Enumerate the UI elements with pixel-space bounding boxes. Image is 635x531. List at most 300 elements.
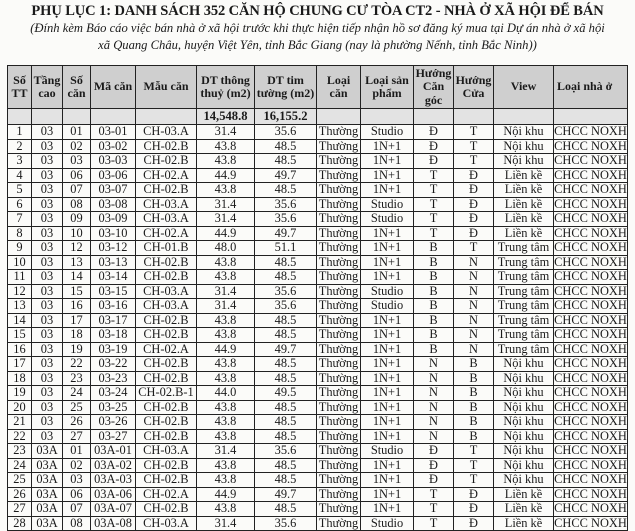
cell-tang-cao: 03	[32, 197, 63, 212]
cell-huong-can-goc: T	[414, 226, 454, 241]
cell-ma-can: 03-26	[91, 415, 136, 430]
cell-ma-can: 03-27	[91, 429, 136, 444]
cell-loai-san-pham: 1N+1	[361, 183, 414, 198]
cell-so-can: 03	[63, 473, 91, 488]
cell-loai-can: Thường	[317, 429, 361, 444]
table-row	[8, 299, 628, 314]
cell-ma-can: 03-13	[91, 255, 136, 270]
cell-loai-can: Thường	[317, 386, 361, 401]
column-header-tang-cao: Tầng cao	[32, 66, 63, 109]
table-row	[8, 444, 628, 459]
column-header-mau-can: Mẫu căn	[136, 66, 197, 109]
cell-mau-can: CH-02.B	[136, 183, 197, 198]
cell-dt-thong-thuy: 31.4	[197, 197, 255, 212]
document-subtitle	[0, 20, 635, 53]
cell-view: Nội khu	[494, 154, 554, 169]
cell-ma-can: 03-03	[91, 154, 136, 169]
cell-huong-cua: Đ	[454, 226, 494, 241]
cell-loai-can: Thường	[317, 183, 361, 198]
cell-huong-can-goc: N	[414, 371, 454, 386]
cell-loai-san-pham: 1N+1	[361, 226, 414, 241]
cell-loai-can: Thường	[317, 255, 361, 270]
total-dt-tim-tuong: 16,155.2	[255, 109, 317, 125]
cell-so-tt: 11	[8, 270, 32, 285]
cell-tang-cao: 03	[32, 183, 63, 198]
cell-view: Trung tâm	[494, 328, 554, 343]
cell-dt-tim-tuong: 49.7	[255, 487, 317, 502]
cell-dt-thong-thuy: 43.8	[197, 270, 255, 285]
cell-dt-thong-thuy: 44.9	[197, 226, 255, 241]
cell-so-can: 01	[63, 444, 91, 459]
cell-ma-can: 03A-06	[91, 487, 136, 502]
cell-loai-can: Thường	[317, 197, 361, 212]
cell-dt-tim-tuong: 35.6	[255, 197, 317, 212]
cell-so-tt: 6	[8, 197, 32, 212]
cell-tang-cao: 03	[32, 284, 63, 299]
cell-view: Nội khu	[494, 386, 554, 401]
cell-loai-san-pham: 1N+1	[361, 255, 414, 270]
cell-so-tt: 18	[8, 371, 32, 386]
cell-ma-can: 03-24	[91, 386, 136, 401]
cell-so-tt: 16	[8, 342, 32, 357]
cell-mau-can: CH-02.B	[136, 429, 197, 444]
cell-ma-can: 03-22	[91, 357, 136, 372]
cell-huong-cua: T	[454, 458, 494, 473]
cell-mau-can: CH-02.B	[136, 255, 197, 270]
cell-loai-nha-o: CHCC NOXH	[554, 501, 627, 515]
cell-dt-tim-tuong: 49.7	[255, 342, 317, 357]
cell-dt-tim-tuong: 48.5	[255, 415, 317, 430]
cell-huong-cua: N	[454, 270, 494, 285]
cell-mau-can: CH-02.B	[136, 154, 197, 169]
cell-loai-nha-o: CHCC NOXH	[554, 168, 627, 182]
cell-huong-cua: T	[454, 241, 494, 256]
cell-huong-can-goc: T	[414, 487, 454, 502]
cell-so-tt: 27	[8, 502, 32, 517]
cell-tang-cao: 03	[32, 270, 63, 285]
cell-so-can: 19	[63, 342, 91, 357]
cell-mau-can: CH-03.A	[136, 197, 197, 212]
cell-loai-san-pham: 1N+1	[361, 328, 414, 343]
cell-dt-thong-thuy: 43.8	[197, 458, 255, 473]
cell-dt-tim-tuong: 48.5	[255, 255, 317, 270]
cell-tang-cao: 03	[32, 371, 63, 386]
cell-loai-can: Thường	[317, 342, 361, 357]
cell-loai-nha-o: CHCC NOXH	[554, 313, 627, 327]
cell-mau-can: CH-02.B	[136, 473, 197, 488]
cell-huong-cua: Đ	[454, 168, 494, 183]
cell-tang-cao: 03A	[32, 502, 63, 517]
cell-dt-thong-thuy: 43.8	[197, 139, 255, 154]
cell-so-can: 13	[63, 255, 91, 270]
cell-loai-san-pham: 1N+1	[361, 313, 414, 328]
cell-so-tt: 10	[8, 255, 32, 270]
cell-tang-cao: 03	[32, 255, 63, 270]
cell-mau-can: CH-02.B	[136, 328, 197, 343]
cell-tang-cao: 03	[32, 386, 63, 401]
cell-ma-can: 03-07	[91, 183, 136, 198]
table-row	[8, 371, 628, 386]
cell-loai-san-pham: 1N+1	[361, 139, 414, 154]
cell-huong-cua: N	[454, 284, 494, 299]
cell-loai-san-pham: 1N+1	[361, 415, 414, 430]
cell-tang-cao: 03A	[32, 444, 63, 459]
cell-loai-can: Thường	[317, 328, 361, 343]
cell-loai-san-pham: Studio	[361, 299, 414, 314]
cell-dt-tim-tuong: 48.5	[255, 371, 317, 386]
cell-huong-cua: T	[454, 444, 494, 459]
cell-huong-cua: T	[454, 473, 494, 488]
cell-loai-can: Thường	[317, 357, 361, 372]
cell-ma-can: 03-02	[91, 139, 136, 154]
cell-loai-san-pham: 1N+1	[361, 400, 414, 415]
column-header-ma-can: Mã căn	[91, 66, 136, 109]
cell-so-tt: 1	[8, 125, 32, 140]
cell-so-tt: 19	[8, 386, 32, 401]
cell-loai-nha-o: CHCC NOXH	[554, 516, 627, 530]
cell-huong-cua: N	[454, 299, 494, 314]
cell-so-can: 07	[63, 183, 91, 198]
cell-loai-nha-o: CHCC NOXH	[554, 356, 627, 370]
cell-tang-cao: 03	[32, 299, 63, 314]
cell-dt-thong-thuy: 43.8	[197, 415, 255, 430]
cell-loai-san-pham: 1N+1	[361, 154, 414, 169]
totals-row	[8, 109, 628, 125]
cell-dt-thong-thuy: 43.8	[197, 154, 255, 169]
cell-dt-thong-thuy: 43.8	[197, 328, 255, 343]
cell-so-tt: 2	[8, 139, 32, 154]
cell-huong-can-goc: Đ	[414, 139, 454, 154]
cell-view: Nội khu	[494, 444, 554, 459]
cell-loai-can: Thường	[317, 212, 361, 227]
cell-ma-can: 03-09	[91, 212, 136, 227]
cell-huong-can-goc: N	[414, 386, 454, 401]
cell-loai-san-pham: Studio	[361, 444, 414, 459]
apartment-table	[7, 65, 628, 531]
cell-dt-tim-tuong: 48.5	[255, 502, 317, 517]
cell-loai-nha-o: CHCC NOXH	[554, 458, 627, 472]
cell-huong-cua: B	[454, 400, 494, 415]
cell-tang-cao: 03	[32, 226, 63, 241]
cell-loai-can: Thường	[317, 415, 361, 430]
cell-so-can: 02	[63, 139, 91, 154]
cell-dt-tim-tuong: 35.6	[255, 516, 317, 531]
cell-so-tt: 9	[8, 241, 32, 256]
cell-huong-can-goc: Đ	[414, 125, 454, 140]
cell-tang-cao: 03A	[32, 487, 63, 502]
cell-dt-thong-thuy: 44.9	[197, 487, 255, 502]
cell-loai-san-pham: 1N+1	[361, 371, 414, 386]
cell-dt-thong-thuy: 43.8	[197, 502, 255, 517]
cell-loai-nha-o: CHCC NOXH	[554, 284, 627, 298]
cell-view: Trung tâm	[494, 255, 554, 270]
cell-loai-san-pham: 1N+1	[361, 241, 414, 256]
cell-tang-cao: 03	[32, 241, 63, 256]
column-header-dt-tim-tuong: DT tim tường (m2)	[255, 66, 317, 109]
cell-so-tt: 4	[8, 168, 32, 183]
cell-huong-can-goc: B	[414, 328, 454, 343]
table-row	[8, 139, 628, 154]
cell-dt-thong-thuy: 44.9	[197, 342, 255, 357]
cell-ma-can: 03-15	[91, 284, 136, 299]
cell-dt-thong-thuy: 31.4	[197, 299, 255, 314]
cell-loai-san-pham: Studio	[361, 516, 414, 531]
cell-huong-can-goc: Đ	[414, 444, 454, 459]
cell-dt-thong-thuy: 43.8	[197, 429, 255, 444]
cell-view: Liền kề	[494, 197, 554, 212]
cell-dt-thong-thuy: 43.8	[197, 357, 255, 372]
cell-dt-thong-thuy: 31.4	[197, 516, 255, 531]
cell-huong-can-goc: B	[414, 255, 454, 270]
cell-loai-can: Thường	[317, 139, 361, 154]
cell-dt-tim-tuong: 48.5	[255, 458, 317, 473]
cell-ma-can: 03-19	[91, 342, 136, 357]
cell-loai-san-pham: 1N+1	[361, 502, 414, 517]
cell-dt-thong-thuy: 31.4	[197, 444, 255, 459]
table-row	[8, 473, 628, 488]
cell-huong-cua: N	[454, 313, 494, 328]
cell-view: Trung tâm	[494, 284, 554, 299]
cell-loai-nha-o: CHCC NOXH	[554, 429, 627, 443]
cell-huong-cua: N	[454, 255, 494, 270]
cell-dt-thong-thuy: 43.8	[197, 183, 255, 198]
cell-mau-can: CH-02.B	[136, 270, 197, 285]
cell-loai-can: Thường	[317, 270, 361, 285]
cell-huong-can-goc: B	[414, 284, 454, 299]
document-title: PHỤ LỤC 1: DANH SÁCH 352 CĂN HỘ CHUNG CƯ TÒA CT2 - NHÀ Ở XÃ HỘI ĐỂ BÁN	[31, 3, 604, 19]
table-row	[8, 284, 628, 299]
cell-view: Liền kề	[494, 212, 554, 227]
cell-dt-thong-thuy: 43.8	[197, 400, 255, 415]
cell-loai-can: Thường	[317, 458, 361, 473]
cell-loai-can: Thường	[317, 400, 361, 415]
table-row	[8, 516, 628, 531]
cell-tang-cao: 03	[32, 429, 63, 444]
cell-mau-can: CH-03.A	[136, 444, 197, 459]
cell-so-can: 10	[63, 226, 91, 241]
cell-loai-nha-o: CHCC NOXH	[554, 414, 627, 428]
cell-so-can: 08	[63, 516, 91, 531]
cell-view: Nội khu	[494, 415, 554, 430]
cell-huong-cua: B	[454, 386, 494, 401]
cell-so-tt: 22	[8, 429, 32, 444]
cell-so-tt: 24	[8, 458, 32, 473]
cell-so-tt: 26	[8, 487, 32, 502]
cell-so-tt: 12	[8, 284, 32, 299]
cell-loai-can: Thường	[317, 444, 361, 459]
cell-loai-nha-o: CHCC NOXH	[554, 255, 627, 269]
cell-ma-can: 03-10	[91, 226, 136, 241]
cell-loai-nha-o: CHCC NOXH	[554, 400, 627, 414]
cell-so-can: 22	[63, 357, 91, 372]
cell-huong-can-goc: T	[414, 183, 454, 198]
cell-loai-nha-o: CHCC NOXH	[554, 139, 627, 153]
cell-mau-can: CH-03.A	[136, 212, 197, 227]
cell-loai-san-pham: 1N+1	[361, 429, 414, 444]
cell-loai-san-pham: 1N+1	[361, 270, 414, 285]
cell-dt-tim-tuong: 48.5	[255, 400, 317, 415]
cell-mau-can: CH-02.A	[136, 487, 197, 502]
cell-dt-thong-thuy: 43.8	[197, 473, 255, 488]
cell-loai-san-pham: Studio	[361, 212, 414, 227]
column-header-so-can: Số căn	[63, 66, 91, 109]
cell-so-can: 17	[63, 313, 91, 328]
cell-loai-nha-o: CHCC NOXH	[554, 342, 627, 356]
table-row	[8, 429, 628, 444]
table-row	[8, 154, 628, 169]
cell-huong-can-goc: B	[414, 313, 454, 328]
cell-view: Nội khu	[494, 357, 554, 372]
cell-view: Liền kề	[494, 183, 554, 198]
cell-view: Nội khu	[494, 473, 554, 488]
cell-mau-can: CH-01.B	[136, 241, 197, 256]
cell-huong-can-goc: B	[414, 241, 454, 256]
column-header-loai-can: Loại căn	[317, 66, 361, 109]
cell-loai-can: Thường	[317, 284, 361, 299]
column-header-so-tt: Số TT	[8, 66, 32, 109]
cell-tang-cao: 03	[32, 415, 63, 430]
cell-tang-cao: 03A	[32, 473, 63, 488]
subtitle-line-1: (Đính kèm Báo cáo việc bán nhà ở xã hội trước khi thực hiện tiếp nhận hồ sơ đăng ký mua tại Dự án nhà ở xã hội	[30, 21, 605, 35]
cell-so-can: 01	[63, 125, 91, 140]
cell-huong-cua: T	[454, 154, 494, 169]
cell-huong-cua: Đ	[454, 183, 494, 198]
cell-huong-can-goc: B	[414, 342, 454, 357]
cell-so-tt: 8	[8, 226, 32, 241]
cell-ma-can: 03A-02	[91, 458, 136, 473]
cell-loai-san-pham: Studio	[361, 284, 414, 299]
cell-mau-can: CH-03.A	[136, 125, 197, 140]
cell-so-can: 23	[63, 371, 91, 386]
cell-dt-tim-tuong: 48.5	[255, 328, 317, 343]
cell-mau-can: CH-02.B	[136, 502, 197, 517]
cell-view: Liền kề	[494, 516, 554, 531]
cell-huong-can-goc: N	[414, 400, 454, 415]
cell-loai-san-pham: 1N+1	[361, 168, 414, 183]
table-row	[8, 183, 628, 198]
cell-loai-can: Thường	[317, 313, 361, 328]
cell-view: Liền kề	[494, 168, 554, 183]
cell-so-tt: 15	[8, 328, 32, 343]
cell-dt-tim-tuong: 48.5	[255, 313, 317, 328]
cell-huong-can-goc: Đ	[414, 458, 454, 473]
cell-tang-cao: 03	[32, 139, 63, 154]
cell-view: Liền kề	[494, 487, 554, 502]
cell-ma-can: 03-01	[91, 125, 136, 140]
cell-so-tt: 14	[8, 313, 32, 328]
cell-view: Nội khu	[494, 429, 554, 444]
cell-dt-tim-tuong: 49.7	[255, 226, 317, 241]
table-row	[8, 487, 628, 502]
table-row	[8, 226, 628, 241]
cell-view: Trung tâm	[494, 342, 554, 357]
cell-dt-thong-thuy: 31.4	[197, 125, 255, 140]
cell-dt-tim-tuong: 35.6	[255, 299, 317, 314]
cell-huong-cua: N	[454, 342, 494, 357]
cell-dt-thong-thuy: 44.9	[197, 168, 255, 183]
subtitle-line-2: xã Quang Châu, huyện Việt Yên, tỉnh Bắc Giang (nay là phường Nếnh, tỉnh Bắc Ninh))	[98, 37, 537, 52]
table-row	[8, 125, 628, 140]
cell-loai-san-pham: 1N+1	[361, 487, 414, 502]
cell-tang-cao: 03	[32, 328, 63, 343]
table-row	[8, 386, 628, 401]
cell-so-tt: 21	[8, 415, 32, 430]
cell-loai-can: Thường	[317, 299, 361, 314]
cell-huong-cua: Đ	[454, 197, 494, 212]
cell-dt-tim-tuong: 35.6	[255, 284, 317, 299]
column-header-huong-can-goc: Hướng Căn góc	[414, 66, 454, 109]
cell-loai-nha-o: CHCC NOXH	[554, 443, 627, 457]
cell-loai-can: Thường	[317, 516, 361, 531]
cell-loai-can: Thường	[317, 241, 361, 256]
cell-huong-cua: Đ	[454, 487, 494, 502]
cell-mau-can: CH-03.A	[136, 299, 197, 314]
cell-loai-nha-o: CHCC NOXH	[554, 298, 627, 312]
cell-dt-tim-tuong: 35.6	[255, 444, 317, 459]
table-row	[8, 255, 628, 270]
cell-mau-can: CH-03.A	[136, 516, 197, 531]
cell-so-tt: 25	[8, 473, 32, 488]
cell-tang-cao: 03	[32, 342, 63, 357]
cell-huong-can-goc: N	[414, 357, 454, 372]
cell-ma-can: 03-18	[91, 328, 136, 343]
cell-ma-can: 03-08	[91, 197, 136, 212]
cell-huong-cua: T	[454, 139, 494, 154]
cell-mau-can: CH-03.A	[136, 284, 197, 299]
cell-huong-cua: B	[454, 371, 494, 386]
cell-view: Liền kề	[494, 502, 554, 517]
cell-mau-can: CH-02.B	[136, 139, 197, 154]
cell-dt-tim-tuong: 49.5	[255, 386, 317, 401]
cell-mau-can: CH-02.B	[136, 415, 197, 430]
cell-dt-tim-tuong: 48.5	[255, 429, 317, 444]
cell-loai-nha-o: CHCC NOXH	[554, 182, 627, 196]
cell-loai-can: Thường	[317, 473, 361, 488]
cell-loai-can: Thường	[317, 154, 361, 169]
cell-mau-can: CH-02.B	[136, 313, 197, 328]
cell-dt-tim-tuong: 48.5	[255, 183, 317, 198]
cell-dt-thong-thuy: 43.8	[197, 255, 255, 270]
cell-tang-cao: 03	[32, 313, 63, 328]
table-row	[8, 168, 628, 183]
cell-ma-can: 03-14	[91, 270, 136, 285]
cell-so-can: 02	[63, 458, 91, 473]
cell-view: Trung tâm	[494, 299, 554, 314]
cell-so-can: 14	[63, 270, 91, 285]
cell-ma-can: 03-12	[91, 241, 136, 256]
cell-huong-can-goc: T	[414, 516, 454, 531]
cell-dt-tim-tuong: 51.1	[255, 241, 317, 256]
cell-huong-can-goc: Đ	[414, 154, 454, 169]
cell-loai-nha-o: CHCC NOXH	[554, 197, 627, 211]
cell-so-can: 15	[63, 284, 91, 299]
cell-so-can: 07	[63, 502, 91, 517]
cell-loai-can: Thường	[317, 226, 361, 241]
cell-mau-can: CH-02.A	[136, 226, 197, 241]
cell-huong-cua: Đ	[454, 502, 494, 517]
table-row	[8, 328, 628, 343]
cell-so-can: 16	[63, 299, 91, 314]
cell-mau-can: CH-02.A	[136, 342, 197, 357]
cell-ma-can: 03A-08	[91, 516, 136, 531]
cell-tang-cao: 03A	[32, 516, 63, 531]
cell-view: Nội khu	[494, 458, 554, 473]
header-row	[8, 66, 628, 109]
cell-loai-nha-o: CHCC NOXH	[554, 472, 627, 486]
table-row	[8, 270, 628, 285]
cell-loai-nha-o: CHCC NOXH	[554, 226, 627, 240]
cell-dt-thong-thuy: 31.4	[197, 212, 255, 227]
